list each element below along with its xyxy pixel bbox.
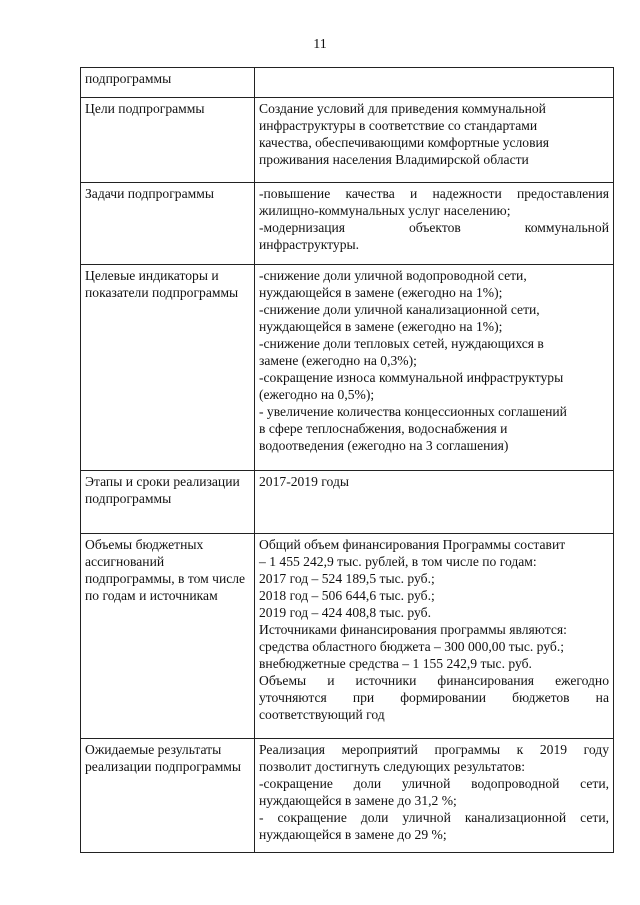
value-line: жилищно-коммунальных услуг населению;	[259, 203, 511, 218]
row-label: Объемы бюджетных ассигнований подпрограммы, в том числе по годам и источникам	[81, 534, 255, 739]
value-line: соответствующий год	[259, 707, 385, 722]
row-label: Ожидаемые результаты реализации подпрограммы	[81, 739, 255, 853]
value-line: (ежегодно на 0,5%);	[259, 387, 375, 402]
value-line: инфраструктуры.	[259, 237, 360, 252]
value-line: водоотведения (ежегодно на 3 соглашения)	[259, 438, 509, 453]
value-line: 2019 год – 424 408,8 тыс. руб.	[259, 605, 431, 620]
value-line: нуждающейся в замене (ежегодно на 1%);	[259, 319, 503, 334]
row-value	[255, 265, 614, 471]
table-row	[81, 265, 614, 471]
value-line: в сфере теплоснабжения, водоснабжения и	[259, 421, 508, 436]
value-line: Реализация мероприятий программы к 2019 году	[259, 742, 609, 757]
value-line: инфраструктуры в соответствие со стандартами	[259, 118, 538, 133]
table-row	[81, 68, 614, 98]
row-value	[255, 98, 614, 183]
row-label: Целевые индикаторы и показатели подпрограммы	[81, 265, 255, 471]
row-value	[255, 739, 614, 853]
value-line: Источниками финансирования программы являются:	[259, 622, 567, 637]
value-line: нуждающейся в замене до 31,2 %;	[259, 793, 457, 808]
value-line: 2017 год – 524 189,5 тыс. руб.;	[259, 571, 435, 586]
value-line: -модернизация объектов коммунальной	[259, 220, 609, 235]
row-label: Этапы и сроки реализации подпрограммы	[81, 471, 255, 534]
row-value	[255, 68, 614, 98]
value-line: - сокращение доли уличной канализационной сети,	[259, 810, 609, 825]
row-label: подпрограммы	[81, 68, 255, 98]
row-label: Задачи подпрограммы	[81, 183, 255, 265]
table-row	[81, 739, 614, 853]
value-line: Создание условий для приведения коммунальной	[259, 101, 546, 116]
row-value	[255, 534, 614, 739]
row-value	[255, 471, 614, 534]
value-line: – 1 455 242,9 тыс. рублей, в том числе по годам:	[259, 554, 537, 569]
value-line: - увеличение количества концессионных соглашений	[259, 404, 567, 419]
value-line: нуждающейся в замене до 29 %;	[259, 827, 447, 842]
subprogram-passport-table	[80, 67, 614, 853]
value-line: замене (ежегодно на 0,3%);	[259, 353, 417, 368]
value-line: средства областного бюджета – 300 000,00 тыс. руб.;	[259, 639, 564, 654]
table-row	[81, 471, 614, 534]
value-line: позволит достигнуть следующих результатов:	[259, 759, 526, 774]
value-line: Объемы и источники финансирования ежегодно	[259, 673, 609, 688]
value-line: 2017-2019 годы	[259, 474, 349, 489]
value-line: -сокращение доли уличной водопроводной сети,	[259, 776, 609, 791]
value-line: -снижение доли тепловых сетей, нуждающихся в	[259, 336, 544, 351]
table-row	[81, 534, 614, 739]
value-line: уточняются при формировании бюджетов на	[259, 690, 609, 705]
value-line: 2018 год – 506 644,6 тыс. руб.;	[259, 588, 435, 603]
value-line: качества, обеспечивающими комфортные условия	[259, 135, 550, 150]
value-line: внебюджетные средства – 1 155 242,9 тыс. руб.	[259, 656, 532, 671]
page-number: 11	[313, 37, 327, 52]
row-label: Цели подпрограммы	[81, 98, 255, 183]
value-line: нуждающейся в замене (ежегодно на 1%);	[259, 285, 503, 300]
value-line: проживания населения Владимирской области	[259, 152, 529, 167]
value-line: -снижение доли уличной канализационной сети,	[259, 302, 540, 317]
value-line: -снижение доли уличной водопроводной сети,	[259, 268, 527, 283]
value-line: -сокращение износа коммунальной инфраструктуры	[259, 370, 564, 385]
value-line: Общий объем финансирования Программы составит	[259, 537, 566, 552]
table-row	[81, 183, 614, 265]
table-row	[81, 98, 614, 183]
value-line: -повышение качества и надежности предоставления	[259, 186, 609, 201]
row-value	[255, 183, 614, 265]
